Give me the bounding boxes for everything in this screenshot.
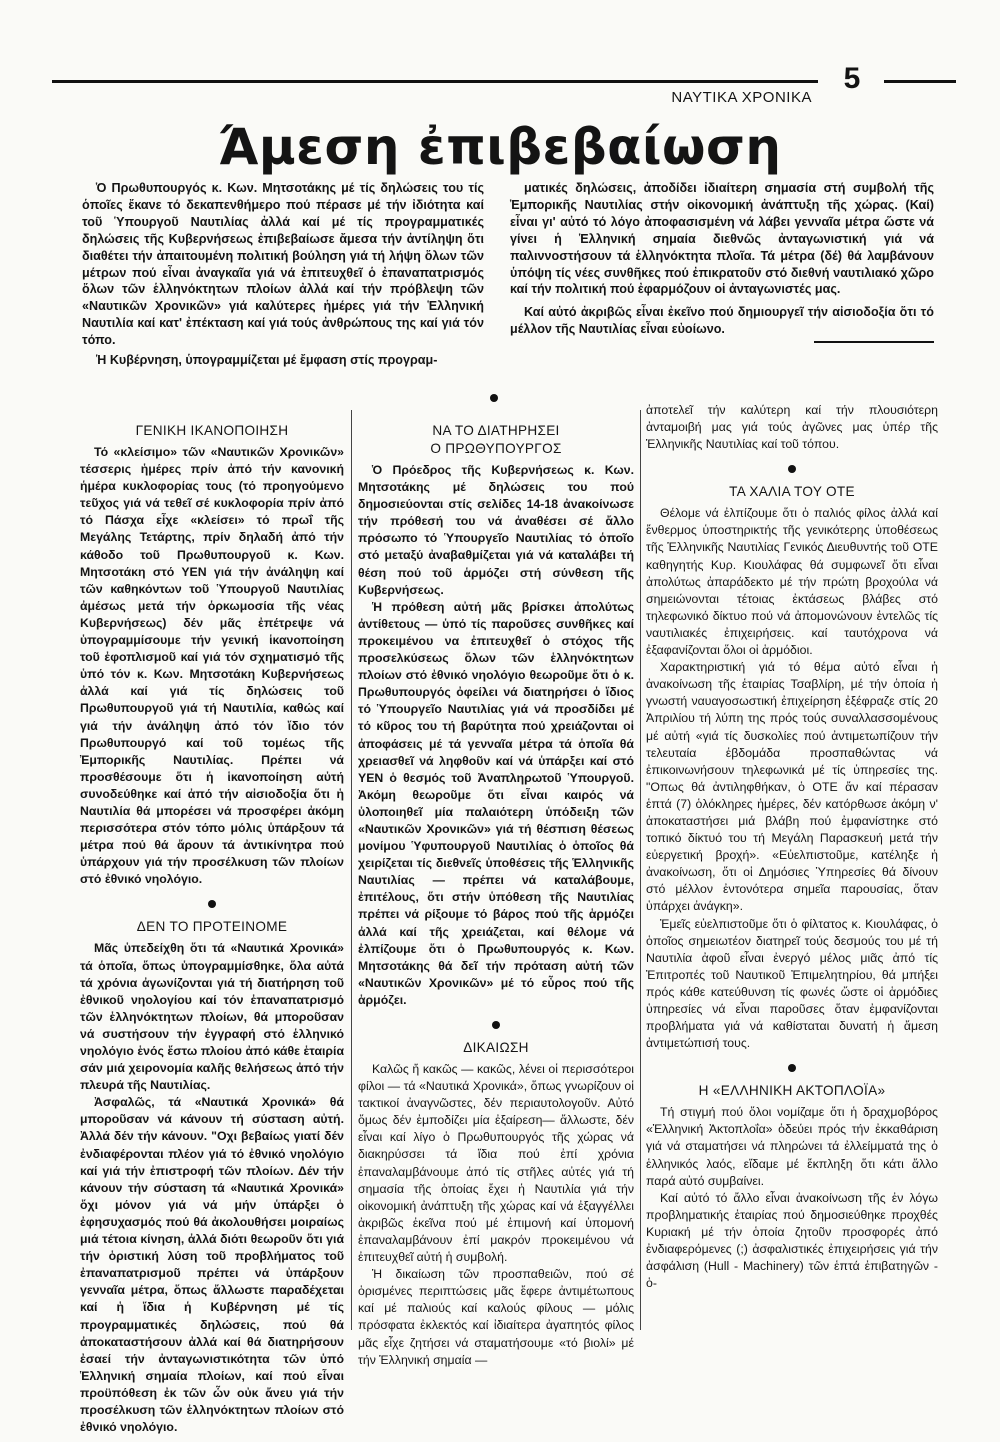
section-bullet (788, 465, 796, 473)
intro-closing-paragraph: Καί αὐτό ἀκριβῶς εἶναι ἐκεῖνο πού δημιουργεῖ τήν αἰσιοδοξία ὅτι τό μέλλον τῆς Ναυτιλίας εἶναι εὐοίωνο. (510, 305, 934, 337)
closing-rule (814, 341, 934, 343)
paragraph: Τό «κλείσιμο» τῶν «Ναυτικῶν Χρονικῶν» τέσσερις ἡμέρες πρίν ἀπό τήν κανονική ἡμέρα κυκλοφορίας τους (τό προηγούμενο τεῦχος γιά νά τεθεῖ σέ κυκλοφορία πρίν ἀπό τό Πάσχα εἶχε «κλείσει» τό πρωΐ τῆς Μεγάλης Τετάρτης, πρίν δηλαδή ἀπό τήν κάθοδο τοῦ Πρωθυπουργοῦ κ. Κων. Μητσοτάκη στό ΥΕΝ γιά τήν ἀνάληψη καί τῶν καθηκόντων τοῦ Ὑπουργοῦ Ναυτιλίας ἀμέσως μετά τήν ὁρκωμοσία τῆς νέας Κυβερνήσεως) δέν μᾶς ἐπέτρεψε νά ὑπογραμμίσουμε τήν γενική ἱκανοποίηση τοῦ ἐφοπλισμοῦ καί γιά τόν σχηματισμό τῆς ὑπό τόν κ. Κων. Μητσοτάκη Κυβερνήσεως ἀλλά καί γιά τίς δηλώσεις τοῦ Πρωθυπουργοῦ γιά τή Ναυτιλία, καθώς καί γιά τήν ἀνάληψη ἀπό τόν ἴδιο τόν Πρωθυπουργό καί τοῦ τομέως τῆς Ἐμπορικῆς Ναυτιλίας. Πρέπει νά προσθέσουμε ὅτι ἡ ἱκανοποίηση αὐτή συνοδεύθηκε καί ἀπό τήν αἰσιοδοξία ὅτι ἡ Ναυτιλία θά μπορέσει νά προσφέρει ἀκόμη περισσότερα στόν τόπο μόλις ὑπάρξουν τά μέτρα πού θά ἄρουν τά ἀντικίνητρα πού ὑπάρχουν γιά τήν προσέλκυση τῶν πλοίων στό ἐθνικό νηολόγιο. (80, 445, 344, 887)
paragraph: Θέλομε νά ἐλπίζουμε ὅτι ὁ παλιός φίλος ἀλλά καί ἔνθερμος ὑποστηρικτής τῆς γενικότερης ὑποθέσεως τῆς Ἑλληνικῆς Ναυτιλίας Γενικός Διευθυντής τοῦ ΟΤΕ καθηγητής Κυρ. Κιουλάφας θά συμφωνεῖ ὅτι εἶναι ἀπολύτως ἀπαράδεκτο μέ τήν πρώτη βροχούλα νά σημειώνονται τέτοιας ἐκτάσεως βλάβες στό τηλεφωνικό δίκτυο πού νά ἀπομονώνουν ἐντελῶς τίς ναυτιλιακές ἐπιχειρήσεις. καί ταυτόχρονα νά ἐξαφανίζονται ὅλοι οἱ ἁρμόδιοι. (646, 506, 938, 658)
article-column-right (646, 402, 938, 1292)
section-heading: ΔΕΝ ΤΟ ΠΡΟΤΕΙΝΟΜΕ (136, 919, 288, 935)
paragraph: Μᾶς ὑπεδείχθη ὅτι τά «Ναυτικά Χρονικά» τά ὁποῖα, ὅπως ὑπογραμμίσθηκε, ὅλα αὐτά τά χρόνια ἀγωνίζονται γιά τή διατήρηση τοῦ ἐθνικοῦ νηολογίου καί τόν ἐπαναπατρισμό τῶν ἑλληνόκτητων πλοίων, θά μποροῦσαν νά συστήσουν τήν ἐγγραφή στό ἑλληνικό νηολόγιο ἑνός ἔστω πλοίου ἀπό κάθε ἑταιρία σάν μιά χειρονομία καλῆς θελήσεως ἀπό τήν πλευρά τῆς Ναυτιλίας. (80, 941, 344, 1093)
paragraph: Καί αὐτό τό ἄλλο εἶναι ἀνακοίνωση τῆς ἐν λόγω προβληματικής ἑταιρίας πού δημοσιεύθηκε προχθές Κυριακή μέ τήν ὁποία ζητοῦν προσφορές ἀπό ἐνδιαφερόμενες (;) ἀσφαλιστικές ἐπιχειρήσεις γιά τήν ἀσφάλιση (Hull - Machinery) τῶν ἑπτά ἐπιβατηγῶν - ὁ- (646, 1190, 938, 1291)
intro-column-right (510, 180, 934, 343)
page-number: 5 (843, 62, 861, 95)
header-rule-right (884, 80, 956, 83)
paragraph: Ἡ δικαίωση τῶν προσπαθειῶν, πού σέ ὁρισμένες περιπτώσεις μᾶς ἔφερε ἀντιμέτωπους καί μέ παλιούς καί καλούς φίλους — μόλις πρόσφατα ἐκλεκτός καί ἰδιαίτερα ἀγαπητός φίλος μᾶς εἶχε ζητήσει νά σταματήσουμε «τό βιολί» μέ τήν Ἑλληνική σημαία — (358, 1267, 634, 1367)
section-bullet (208, 900, 216, 908)
paragraph: Ἀσφαλῶς, τά «Ναυτικά Χρονικά» θά μποροῦσαν νά κάνουν τή σύσταση αὐτή. Ἀλλά δέν τήν κάνουν. "Οχι βεβαίως γιατί δέν ἐνδιαφέρονται πλέον γιά τό ἐθνικό νηολόγιο καί γιά τήν ἐπιστροφή τῶν πλοίων. Δέν τήν κάνουν τήν σύσταση τά «Ναυτικά Χρονικά» ὄχι μόνον γιά νά μήν ὑπάρξει ὁ ἐφησυχασμός πού θά ἀκολουθήσει μοιραίως μιά τέτοια κίνηση, ἀλλά διότι θεωροῦν ὅτι γιά τήν ὁριστική λύση τοῦ προβλήματος τοῦ ἐπαναπατρισμοῦ πρέπει νά ὑπάρξουν γενναῖα μέτρα, ὅπως ἄλλωστε παραδέχεται καί ἡ ἴδια ἡ Κυβέρνηση μέ τίς προγραμματικές δηλώσεις, πού θά ἀποκαταστήσουν ἀλλά καί θά διατηρήσουν ἐσαεί τήν ἀνταγωνιστικότητα τῶν ὑπό Ἑλληνική σημαία πλοίων, καί πού εἶναι προϋπόθεση ἐκ τῶν ὧν οὐκ ἄνευ γιά τήν προσέλκυση τῶν ἑλληνόκτητων πλοίων στό ἐθνικό νηολόγιο. (80, 1095, 344, 1435)
section-heading: Ο ΠΡΩΘΥΠΟΥΡΓΟΣ (430, 441, 562, 456)
section-heading: Η «ΕΛΛΗΝΙΚΗ ΑΚΤΟΠΛΟΪΑ» (698, 1083, 886, 1099)
paragraph: Ἐμεῖς εὐελπιστοῦμε ὅτι ὁ φίλτατος κ. Κιουλάφας, ὁ ὁποῖος σημειωτέον διατηρεῖ τούς δεσμούς του μέ τή Ναυτιλία ἀφοῦ εἶναι ἐνεργό μέλος μιᾶς ἀπό τίς Ἐπιτροπές τοῦ Ναυτικοῦ Ἐπιμελητηρίου, θά μπήξει πρός κάθε κατεύθυνση τίς φωνές ὥστε οἱ ἁρμόδιες ὑπηρεσίες νά εἶναι παροῦσες ὅταν ἐμφανίζονται προβλήματα γιά νά καθίσταται δυνατή ἡ ἄμεση ἀντιμετώπισή τους. (646, 916, 938, 1051)
section-heading: ΝΑ ΤΟ ΔΙΑΤΗΡΗΣΕΙ (432, 423, 560, 438)
header-rule-left (52, 80, 818, 83)
intro-paragraph: Ἡ Κυβέρνηση, ὑπογραμμίζεται μέ ἔμφαση στίς προγραμ- (96, 353, 438, 368)
paragraph: Τή στιγμή πού ὅλοι νομίζαμε ὅτι ἡ δραχμοβόρος «Ἑλληνική Ἀκτοπλοΐα» ὁδεύει πρός τήν ἐκκαθάριση γιά νά σταματήσει νά πληρώνει τά ἐλλείμματά της ὁ ἑλληνικός λαός, εἴδαμε μέ ἔκπληξη ὅτι κάτι ἄλλο παρά αὐτό συμβαίνει. (646, 1105, 938, 1188)
paragraph: ἀποτελεῖ τήν καλύτερη καί τήν πλουσιότερη ἀνταμοιβή μας γιά τούς ἀγῶνες μας ὑπέρ τῆς Ἑλληνικῆς Ναυτιλίας καί τοῦ τόπου. (646, 403, 938, 452)
article-column-middle (358, 418, 634, 1369)
section-bullet (492, 1021, 500, 1029)
section-bullet (788, 1064, 796, 1072)
section-heading: ΔΙΚΑΙΩΣΗ (463, 1040, 529, 1055)
paragraph: Καλῶς ἤ κακῶς — κακῶς, λένει οἱ περισσότεροι φίλοι — τά «Ναυτικά Χρονικά», ὅπως γνωρίζουν οἱ τακτικοί ἀναγνῶστες, δέν περιαυτολογοῦν. Αὐτό ὅμως δέν ἐμποδίζει μία ἐξαίρεση— ἄλλωστε, δέν εἶναι καί λίγο ὁ Πρωθυπουργός τῆς χώρας νά διακηρύσσει τά ἴδια πού ἐπί χρόνια ἐπαναλαμβάνουμε ἀπό τίς στῆλες αὐτές γιά τή σημασία τῆς ὁποίας ἔχει ἡ Ναυτιλία γιά τήν οἰκονομική ἀνάπτυξη τῆς χώρας καί νά ἐξαγγέλλει ἀκριβῶς ἐκεῖνα πού μέ ἐπιμονή καί ὑπομονή ἐπαναλαμβάνουν ἐπί μακρόν προκειμένου νά ἐπιτευχθεῖ αὐτή ἡ συμβολή. (358, 1062, 634, 1265)
section-title: ΝΑΥΤΙΚΑ ΧΡΟΝΙΚΑ (671, 89, 812, 106)
paragraph: Χαρακτηριστική γιά τό θέμα αὐτό εἶναι ἡ ἀνακοίνωση τῆς ἑταιρίας Τσαβλίρη, μέ τήν ὁποία ἡ γνωστή ναυαγοσωστική ἐπιχείρηση ἐξέφραζε στίς 20 Ἀπριλίου τή λύπη της πρός τούς συναλλασσομένους μέ αὐτή «γιά τίς δυσκολίες πού ἀντιμετωπίζουν τήν τελευταία ἑβδομάδα προσπαθώντας νά ἐπικοινωνήσουν τηλεφωνικά μέ τίς ὑπηρεσίες της. "Οπως θά ἀντιληφθήκαν, ὁ ΟΤΕ ἄν καί πέρασαν ἑπτά (7) ὁλόκληρες ἡμέρες, δέν κατόρθωσε ἀκόμη ν' ἀποκαταστήσει μιά βλάβη πού ἐμφανίστηκε στό τοπικό δίκτυό του τή Μεγάλη Παρασκευή μετά τήν εὐεργετική βροχή». «Εὐελπιστοῦμε, κατέληξε ἡ ἀνακοίνωση, ὅτι οἱ Δημόσιες Ὑπηρεσίες θά δίνουν στό μέλλον ἐντονότερα σημεῖα παρουσίας, ὅταν ὑπάρχει ἀνάγκη». (646, 660, 938, 914)
paragraph: Ἡ πρόθεση αὐτή μᾶς βρίσκει ἀπολύτως ἀντίθετους — ὑπό τίς παροῦσες συνθῆκες καί προκειμένου να ἐπιτευχθεῖ ὁ στόχος τῆς προσελκύσεως ὅλων τῶν ἑλληνόκτητων πλοίων στό ἐθνικό νηολόγιο θεωροῦμε ὅτι ὁ κ. Πρωθυπουργός ὀφείλει νά διατηρήσει ὁ ἴδιος τό Ὑπουργεῖο Ναυτιλίας γιά νά προσδίδει μέ τό κῦρος του τή βαρύτητα πού χρειάζονται οἱ ἀποφάσεις μέ τά γενναῖα μέτρα τά ὁποῖα θά χρειασθεῖ νά ληφθοῦν καί νά ὑπάρξει καί στό ΥΕΝ ὁ θεσμός τοῦ Ἀναπληρωτοῦ Ὑπουργοῦ. Ἀκόμη θεωροῦμε ὅτι εἶναι καιρός νά ὑλοποιηθεῖ μία παλαιότερη ὑπόδειξη τῶν «Ναυτικῶν Χρονικῶν» γιά τή θέσπιση θέσεως μονίμου Ὑφυπουργοῦ Ναυτιλίας ὁ ὁποῖος θά χειρίζεται τίς διεθνεῖς ὑποθέσεις τῆς Ἑλληνικῆς Ναυτιλίας — πρέπει νά καταλάβουμε, ἐπιτέλους, ὅτι στήν ὑπόθεση τῆς Ναυτιλίας πρέπει νά ρίξουμε τό βάρος πού τῆς ἁρμόζει ἀλλά καί τῆς χρειάζεται, καί θέλομε νά ἐλπίζουμε ὅτι ὁ Πρωθυπουργός κ. Κων. Μητσοτάκης θά δεῖ τήν πρόταση αὐτή τῶν «Ναυτικῶν Χρονικῶν» μέ τό εὖρος πού τῆς ἁρμόζει. (358, 599, 634, 1007)
column-divider (351, 410, 352, 1330)
column-divider (640, 410, 641, 1330)
section-bullet (490, 394, 498, 402)
intro-paragraph: ματικές δηλώσεις, ἀποδίδει ἰδιαίτερη σημασία στή συμβολή τῆς Ἐμπορικῆς Ναυτιλίας στήν οἰκονομική ἀνάπτυξη τῆς χώρας. (Καί) εἶναι γι' αὐτό τό λόγο ἀποφασισμένη νά λάβει γενναῖα μέτρα ὥστε νά γίνει ἡ Ἑλληνική σημαία διεθνῶς ἀνταγωνιστική γιά νά παλιννοστήσουν τά ἑλληνόκτητα πλοῖα. Τά μέτρα (δέ) θά λαμβάνουν ὑπόψη τίς νέες συνθῆκες πού ἐπικρατοῦν στό διεθνή ναυτιλιακό χῶρο καί τήν πολιτική πού ἐφαρμόζουν οἱ ἀνταγωνιστές μας. (510, 181, 934, 297)
article-column-left (80, 418, 344, 1436)
section-heading: ΓΕΝΙΚΗ ΙΚΑΝΟΠΟΙΗΣΗ (135, 423, 289, 438)
paragraph: Ὁ Πρόεδρος τῆς Κυβερνήσεως κ. Κων. Μητσοτάκης μέ δηλώσεις του πού δημοσιεύονται στίς σελίδες 14-18 ἀνακοίνωσε τήν πρόθεσή του νά ἀναθέσει σέ ἄλλο πρόσωπο τό Ὑπουργεῖο Ναυτιλίας τό ὁποῖο στό μεταξύ ἀναβαθμίζεται γιά νά καταλάβει τή θέση πού τοῦ ἁρμόζει στή σύνθεση τῆς Κυβερνήσεως. (358, 463, 634, 597)
intro-column-left (82, 180, 484, 372)
section-heading: ΤΑ ΧΑΛΙΑ ΤΟΥ ΟΤΕ (729, 484, 855, 500)
intro-paragraph: Ὁ Πρωθυπουργός κ. Κων. Μητσοτάκης μέ τίς δηλώσεις του τίς ὁποῖες ἔκανε τό δεκαπενθήμερο πού πέρασε μέ τήν ἰδιότητα καί τοῦ Ὑπουργοῦ Ναυτιλίας ἀλλά καί μέ τίς προγραμματικές δηλώσεις τῆς Κυβερνήσεως ἐπιβεβαίωσε ἄμεσα τήν ἀντίληψη ὅτι διαθέτει τήν ἀπαιτουμένη πολιτική βούληση γιά τή λήψη ὅλων τῶν μέτρων πού εἶναι ἀναγκαῖα γιά νά ἐπιτευχθεῖ ὁ ἐπαναπατρισμός ὅλων τῶν ἑλληνόκτητων πλοίων ἀλλά καί τήν πρόβλεψη τῶν «Ναυτικῶν Χρονικῶν» γιά καλύτερες ἡμέρες γιά τήν Ἑλληνική Ναυτιλία καί κατ' ἐπέκταση καί γιά τούς ἀνθρώπους της καί γιά τόν τόπο. (82, 181, 484, 348)
headline: Άμεση ἐπιβεβαίωση (218, 118, 782, 176)
